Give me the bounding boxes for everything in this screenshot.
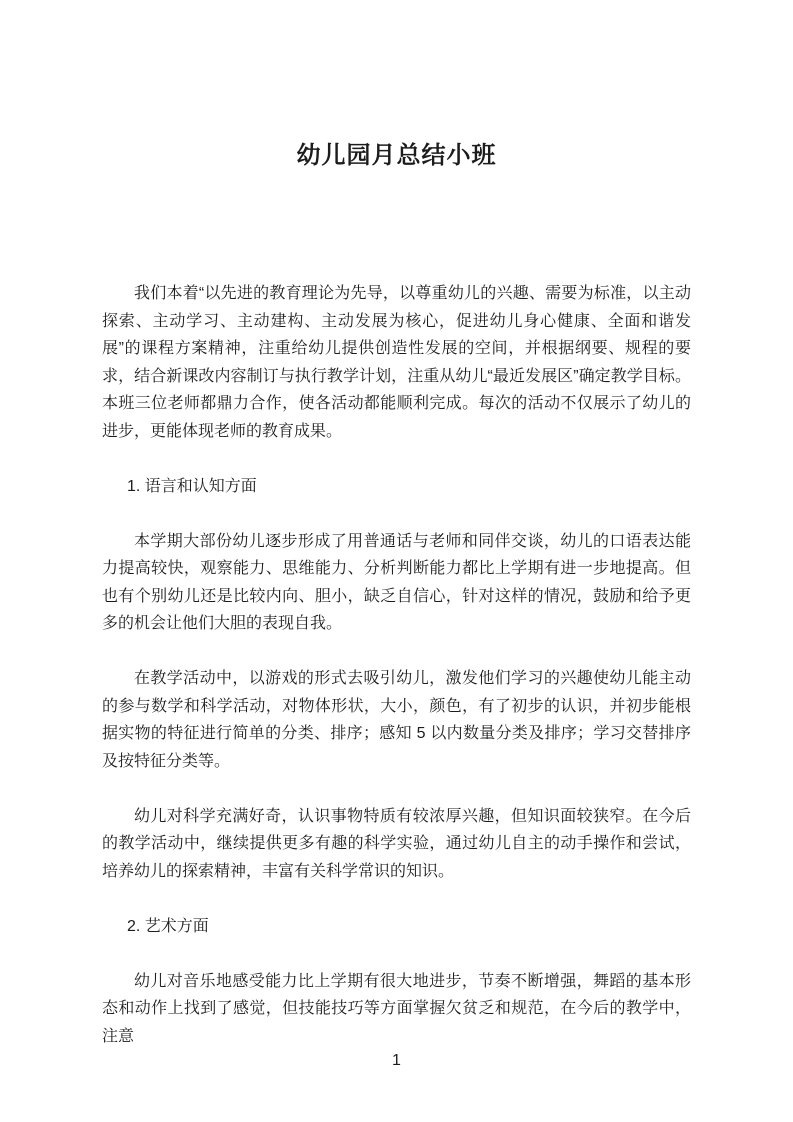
paragraph-language-progress: 本学期大部份幼儿逐步形成了用普通话与老师和同伴交谈，幼儿的口语表达能力提高较快，观察能力、思维能力、分析判断能力都比上学期有进一步地提高。但也有个别幼儿还是比较内向、胆小，缺乏自信心，针对这样的情况，鼓励和给予更多的机会让他们大胆的表现自我。 bbox=[102, 532, 691, 632]
paragraph-math-science: 在教学活动中，以游戏的形式去吸引幼儿，激发他们学习的兴趣使幼儿能主动的参与数学和科学活动，对物体形状，大小，颜色，有了初步的认识，并初步能根据实物的特征进行简单的分类、排序；感知 5 以内数量分类及排序；学习交替排序及按特征分类等。 bbox=[102, 670, 691, 770]
document-body bbox=[102, 280, 691, 1050]
section-heading-art: 2. 艺术方面 bbox=[127, 917, 209, 935]
paragraph-science-curiosity: 幼儿对科学充满好奇，认识事物特质有较浓厚兴趣，但知识面较狭窄。在今后的教学活动中，继续提供更多有趣的科学实验，通过幼儿自主的动手操作和尝试，培养幼儿的探索精神，丰富有关科学常识的知识。 bbox=[102, 807, 691, 880]
paragraph-intro: 我们本着“以先进的教育理论为先导，以尊重幼儿的兴趣、需要为标准，以主动探索、主动学习、主动建构、主动发展为核心，促进幼儿身心健康、全面和谐发展”的课程方案精神，注重给幼儿提供创造性发展的空间，并根据纲要、规程的要求，结合新课改内容制订与执行教学计划，注重从幼儿“最近发展区”确定教学目标。本班三位老师都鼎力合作，使各活动都能顺利完成。每次的活动不仅展示了幼儿的进步，更能体现老师的教育成果。 bbox=[102, 285, 691, 440]
document-title: 幼儿园月总结小班 bbox=[296, 142, 497, 169]
paragraph-music-art: 幼儿对音乐地感受能力比上学期有很大地进步，节奏不断增强，舞蹈的基本形态和动作上找到了感觉，但技能技巧等方面掌握欠贫乏和规范，在今后的教学中，注意 bbox=[102, 972, 691, 1045]
section-heading-language-cognition: 1. 语言和认知方面 bbox=[127, 477, 257, 495]
page-number: 1 bbox=[392, 1052, 401, 1069]
